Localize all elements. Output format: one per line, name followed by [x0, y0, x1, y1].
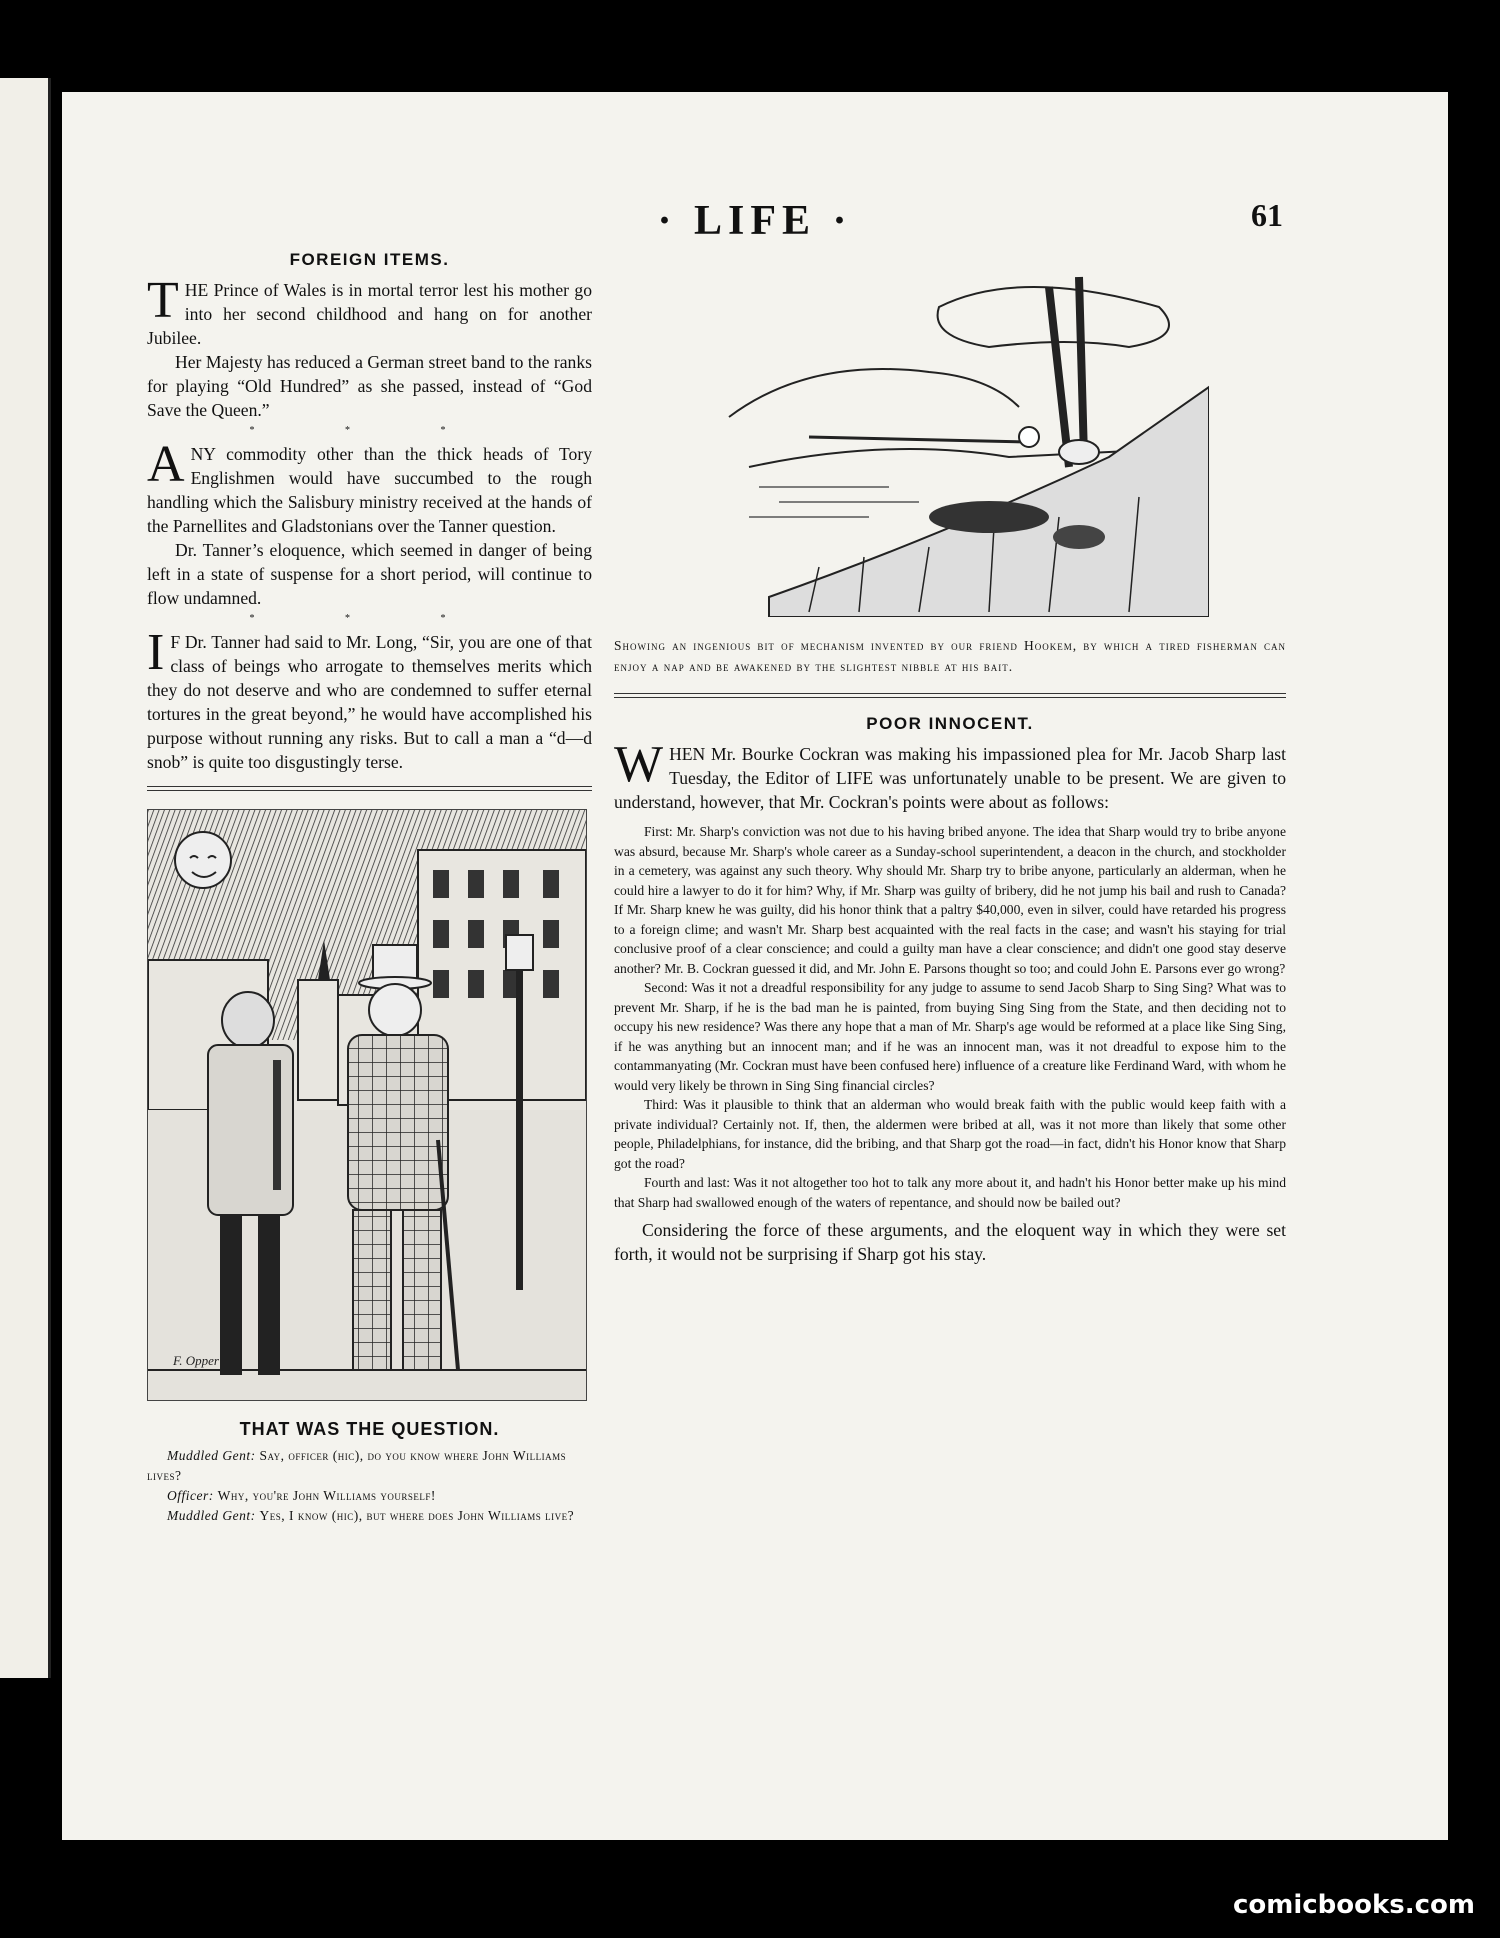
argument-third: Third: Was it plausible to think that an alderman who would break faith with the public would keep faith with a private individual? Certainly not. If, then, the aldermen were bribed at all, was it not more than likely that some other people, Philadelphians, for instance, did the bribing, and that Sharp got the road—in fact, didn't his Honor know that Sharp got the road? [614, 1097, 1286, 1171]
left-column [147, 250, 592, 1526]
foreign-items-paragraph [147, 624, 592, 774]
street-cartoon-illustration [147, 809, 587, 1401]
adjacent-page-edge [0, 78, 51, 1678]
cartoon-title: THAT WAS THE QUESTION. [239, 1419, 500, 1439]
drop-cap: A [147, 436, 185, 493]
argument-fourth: Fourth and last: Was it not altogether too hot to talk any more about it, and hadn't his Honor better make up his mind that Sharp had swallowed enough of the waters of repentance, and should now be bailed out? [614, 1175, 1286, 1210]
page-number: 61 [1251, 197, 1283, 233]
drop-cap: T [147, 272, 179, 329]
speaker-label: Muddled Gent: [167, 1448, 256, 1463]
section-stars: * * * [249, 613, 490, 624]
poor-innocent-title: POOR INNOCENT. [866, 714, 1034, 733]
drop-cap: I [147, 624, 165, 681]
street-scene-drawing [148, 810, 586, 1400]
double-rule [147, 786, 592, 791]
paragraph-text: NY commodity other than the thick heads of Tory Englishmen would have succumbed to the rough handling which the Salisbury ministry received at the hands of the Parnellites and Gladstonians over the Tanner question. [147, 444, 592, 536]
drop-cap: W [614, 736, 664, 793]
watermark: comicbooks.com [1232, 1890, 1475, 1920]
speaker-label: Officer: [167, 1488, 214, 1503]
cartoon-dialog-line [147, 1446, 592, 1486]
right-column [614, 267, 1286, 1266]
speaker-label: Muddled Gent: [167, 1508, 256, 1523]
masthead: · LIFE · [657, 198, 853, 244]
section-stars: * * * [249, 425, 490, 436]
artist-signature: F. Opper [173, 1353, 219, 1368]
cartoon-dialog-line [147, 1486, 592, 1506]
magazine-page [62, 92, 1448, 1840]
argument-second: Second: Was it not a dreadful responsibility for any judge to assume to send Jacob Sharp to Sing Sing? What was to prevent Mr. Sharp, if he is the bad man he is painted, from buying Sing Sing from the State, and then deciding not to occupy his new residence? Was there any hope that a man of Mr. Sharp's age would be reformed at a place like Sing Sing, if he was anything but an innocent man; and if he was an innocent man, was it not dreadful to expose him to the contammanyating (Mr. Cockran must have been confused here) influence of a creature like Ferdinand Ward, with whom he would very likely be thrown in Sing Sing financial circles? [614, 980, 1286, 1093]
dialog-text: Say, officer (hic), do you know where John Williams lives? [147, 1448, 567, 1483]
fisherman-illustration [689, 267, 1209, 617]
paragraph-text: F Dr. Tanner had said to Mr. Long, “Sir, you are one of that class of beings who arrogate to themselves merits which they do not deserve and who are condemned to suffer eternal tortures in the great beyond,” he would have accomplished his purpose without running any risks. But to call a man a “d—d snob” is quite too disgustingly terse. [147, 632, 592, 772]
double-rule [614, 693, 1286, 698]
foreign-items-paragraph: Dr. Tanner’s eloquence, which seemed in danger of being left in a state of suspense for a short period, will continue to flow undamned. [147, 540, 592, 608]
foreign-items-title: FOREIGN ITEMS. [289, 250, 450, 269]
foreign-items-paragraph [147, 272, 592, 350]
argument-first: First: Mr. Sharp's conviction was not due to his having bribed anyone. The idea that Sharp would try to bribe anyone was absurd, because Mr. Sharp's whole career as a Sunday-school superintendent, a deacon in the church, and stockholder in a cemetery, was against any such theory. Why should Mr. Sharp try to bribe anyone, particularly an alderman, when he could hire a lawyer to do it for him? Why, if Mr. Sharp was guilty of bribery, did he not jump his bail and rush to Canada? If Mr. Sharp knew he was guilty, did his honor think that a paltry $40,000, even in silver, could have retarded his progress to a foreign clime; and wasn't Mr. Sharp best acquainted with the real facts in the case; and wasn't his staying for trial conclusive proof of a clear conscience; and could a guilty man have a clear conscience; and didn't one good stay deserve another? Mr. B. Cockran guessed it did, and Mr. John E. Parsons thought so too; and could John E. Parsons ever go wrong? [614, 824, 1286, 976]
dialog-text: Yes, I know (hic), but where does John Williams live? [259, 1508, 575, 1523]
paragraph-text: HE Prince of Wales is in mortal terror lest his mother go into her second childhood and hang on for another Jubilee. [147, 280, 592, 348]
cartoon-dialog-line [147, 1506, 592, 1526]
poor-innocent-conclusion: Considering the force of these arguments, and the eloquent way in which they were set forth, it would not be surprising if Sharp got his stay. [614, 1220, 1286, 1264]
fisherman-drawing [689, 267, 1209, 617]
poor-innocent-intro [614, 736, 1286, 814]
paragraph-text: HEN Mr. Bourke Cockran was making his impassioned plea for Mr. Jacob Sharp last Tuesday, the Editor of LIFE was unfortunately unable to be present. We are given to understand, however, that Mr. Cockran's points were about as follows: [614, 744, 1286, 812]
foreign-items-paragraph: Her Majesty has reduced a German street band to the ranks for playing “Old Hundred” as she passed, instead of “God Save the Queen.” [147, 352, 592, 420]
fisherman-caption: Showing an ingenious bit of mechanism invented by our friend Hookem, by which a tired fisherman can enjoy a nap and be awakened by the slightest nibble at his bait. [614, 638, 1286, 674]
dialog-text: Why, you're John Williams yourself! [217, 1488, 436, 1503]
foreign-items-paragraph [147, 436, 592, 538]
